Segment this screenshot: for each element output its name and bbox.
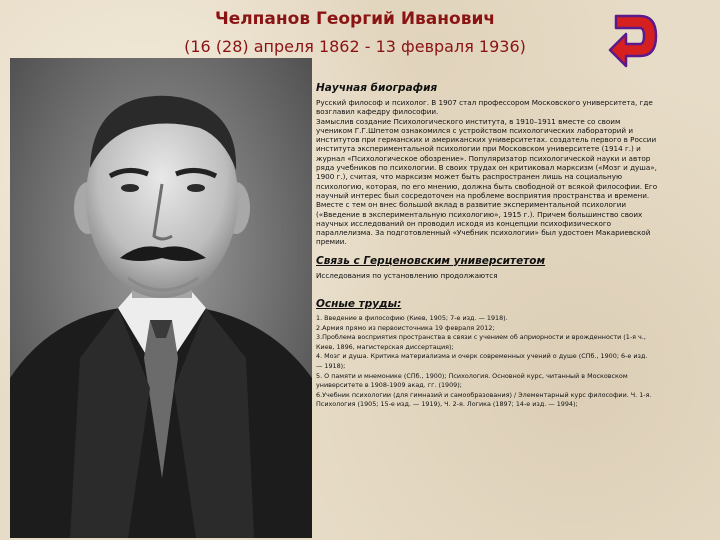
work-line: 2.Армия прямо из первоисточника 19 февраля 2012; [316, 323, 495, 332]
connection-section [316, 255, 710, 280]
biography-line: психологию, которая, по его мнению, должна быть свободной от всякой философии. Его [316, 181, 658, 191]
biography-line: научных исследований он проводил исходя из концепции психофизического [316, 218, 612, 228]
work-line: Психология (1905; 15-е изд. — 1919), Ч. 2-я. Логика (1897; 14-е изд. — 1994); [316, 400, 578, 409]
portrait-photo [10, 58, 312, 538]
biography-line: возглавил кафедру философии. [316, 107, 439, 117]
work-line: 6.Учебник психологии (для гимназий и самообразования) / Элементарный курс философии. Ч. 1-я. [316, 390, 652, 399]
biography-line: Вместе с тем он внес большой вклад в развитие экспериментальной психологии [316, 200, 627, 210]
biography-line: премии. [316, 237, 347, 247]
works-heading: Осные труды: [316, 298, 402, 311]
connection-text: Исследования по установлению продолжаются [316, 270, 498, 280]
biography-line: параллелизма. За подготовленный «Учебник психологии» был удостоен Макариевской [316, 228, 651, 238]
page-title: Челпанов Георгий Иванович [214, 9, 496, 29]
life-dates: (16 (28) апреля 1862 - 13 февраля 1936) [184, 37, 526, 56]
work-line: 3.Проблема восприятия пространства в связи с учением об априорности и врожденности (1-я ч., [316, 333, 646, 342]
work-line: Киев, 1896, магистерская диссертация); [316, 342, 454, 351]
work-line: университете в 1908-1909 акад. гг. (1909); [316, 381, 462, 390]
biography-line: 1900 г.), считая, что марксизм может быть распространен лишь на социальную [316, 172, 623, 182]
biography-line: учеником Г.Г.Шпетом ознакомился с устройством психологических лабораторий и [316, 125, 634, 135]
biography-text [316, 98, 710, 247]
content-column [316, 82, 710, 410]
biography-line: ряда учебников по психологии. В своих трудах он критиковал марксизм («Мозг и душа», [316, 163, 657, 173]
work-line: 1. Введение в философию (Киев, 1905; 7-е изд. — 1918). [316, 314, 508, 323]
work-line: — 1918); [316, 362, 346, 371]
biography-line: Русский философ и психолог. В 1907 стал профессором Московского университета, где [316, 98, 653, 107]
biography-heading: Научная биография [316, 82, 438, 94]
biography-line: («Введение в экспериментальную психологию», 1915 г.). Причем большинство своих [316, 209, 643, 219]
title-block [100, 8, 610, 58]
connection-heading: Связь с Герценовским университетом [316, 254, 546, 267]
biography-line: института экспериментальной психологии при Московском университете (1914 г.) и [316, 144, 641, 154]
biography-line: институтов при германских и американских университетах. создатель первого в России [316, 135, 657, 145]
biography-line: научный интерес был сосредоточен на проблеме восприятия пространства и времени. [316, 190, 650, 200]
biography-line: Замыслив создание Психологического института, в 1910–1911 вместе со своим [316, 116, 621, 126]
biography-line: журнал «Психологическое обозрение». Популяризатор психологической науки и автор [316, 153, 651, 163]
work-line: 4. Мозг и душа. Критика материализма и очерк современных учений о душе (СПб., 1900; 6-е изд. [316, 352, 648, 361]
u-turn-arrow-icon[interactable] [606, 8, 660, 72]
works-list [316, 314, 710, 409]
work-line: 5. О памяти и мнемонике (СПб., 1900); Психология. Основной курс, читанный в Московском [316, 371, 628, 380]
works-section [316, 298, 710, 409]
